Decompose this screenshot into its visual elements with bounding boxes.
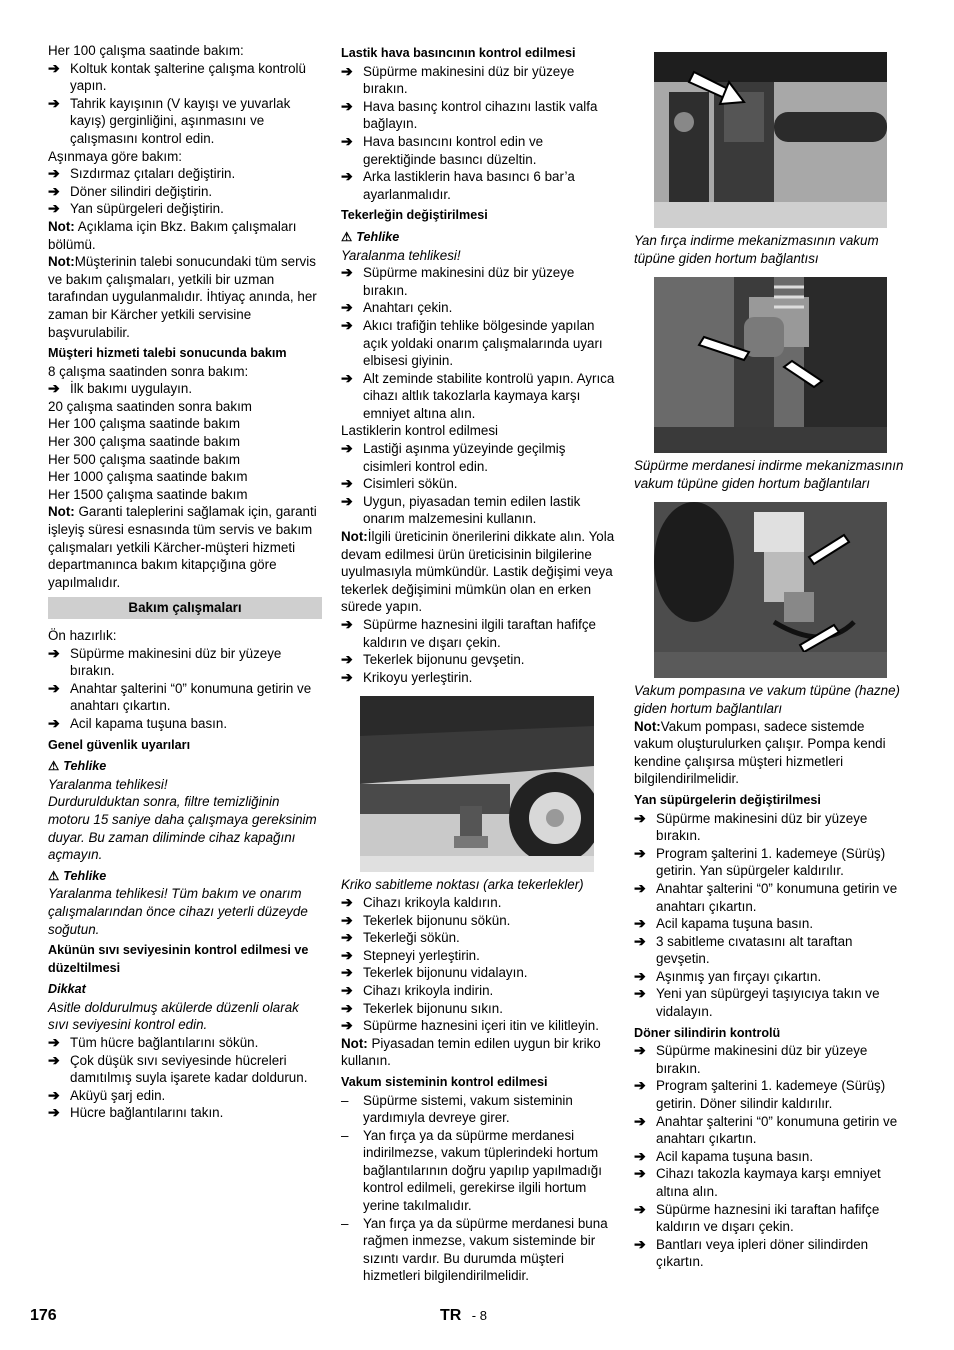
arrow-right-icon: ➔ (341, 264, 353, 281)
page-footer-sep: - 8 (471, 1308, 487, 1323)
arrow-right-icon: ➔ (341, 964, 353, 981)
list-item-text: İlk bakımı uygulayın. (70, 381, 193, 397)
list-item-text: 3 sabitleme cıvatasını alt taraftan gevşetin. (656, 933, 853, 967)
note-label: Not: (48, 254, 75, 270)
text-line: Her 1000 çalışma saatinde bakım (48, 469, 248, 485)
section-heading: Yan süpürgelerin değiştirilmesi (634, 792, 821, 807)
section-heading: Müşteri hizmeti talebi sonucunda bakım (48, 346, 287, 361)
sweeping-roller-hose-photo (654, 277, 887, 453)
arrow-right-icon: ➔ (634, 1235, 646, 1252)
figure-caption: Süpürme merdanesi indirme mekanizmasının vakum tüpüne giden hortum bağlantıları (634, 458, 904, 491)
list-item-text: Anahtarı çekin. (363, 300, 453, 316)
text-line: Her 1500 çalışma saatinde bakım (48, 486, 248, 502)
vacuum-pump-hose-photo (654, 502, 887, 678)
arrow-right-icon: ➔ (634, 967, 646, 984)
list-item (341, 63, 615, 98)
list-item (341, 947, 615, 965)
note-text: Garanti taleplerini sağlamak için, garanti işleyiş süresi esnasında tüm servis ve bakım çalışmaları yetkili Kärcher-müşteri hizmeti departmanınca bakım kitapçığına göre yapılmalıdır. (48, 504, 317, 590)
column-3 (634, 42, 906, 1271)
list-item-text: Tekerlek bijonunu sökün. (363, 912, 511, 928)
list-item (634, 1042, 906, 1077)
arrow-right-icon: ➔ (341, 651, 353, 668)
list-item-text: Stepneyi yerleştirin. (363, 947, 480, 963)
arrow-right-icon: ➔ (341, 316, 353, 333)
list-item (48, 680, 322, 715)
list-item-text: Tahrik kayışının (V kayışı ve yuvarlak kayış) gerginliğini, aşınmasını ve çalışmasını kontrol edin. (70, 95, 291, 146)
language-code: TR (440, 1307, 462, 1324)
section-title-bar: Bakım çalışmaları (48, 597, 322, 619)
list-item (341, 168, 615, 203)
arrow-right-icon: ➔ (48, 182, 60, 199)
section-heading: Vakum sisteminin kontrol edilmesi (341, 1074, 548, 1089)
list-item-text: Süpürme haznesini içeri itin ve kilitleyin. (363, 1018, 599, 1034)
text-line: Her 300 çalışma saatinde bakım (48, 434, 241, 450)
arrow-right-icon: ➔ (48, 380, 60, 397)
list-item-text: Tüm hücre bağlantılarını sökün. (70, 1035, 259, 1051)
list-item-text: Acil kapama tuşuna basın. (656, 1148, 814, 1164)
note (341, 1035, 615, 1070)
arrow-right-icon: ➔ (341, 369, 353, 386)
list-item-text: Alt zeminde stabilite kontrolü yapın. Ayrıca cihazı altlık takozlarla kaymaya karşı emniyet altına alın. (363, 370, 615, 421)
list-item-text: Yan süpürgeleri değiştirin. (70, 201, 224, 217)
caution-text: Asitle doldurulmuş akülerde düzenli olarak sıvı seviyesini kontrol edin. (48, 999, 299, 1033)
warning-heading (341, 229, 615, 247)
list-item-text: Cihazı takozla kaymaya karşı emniyet altına alın. (656, 1166, 881, 1199)
warning-triangle-icon: ⚠ (48, 759, 60, 774)
note-text: İlgili üreticinin önerilerini dikkate alın. Yola devam edilmesi ürün üreticisinin bilgilerine uyulmasıyla mümkündür. Lastik değişimi veya tekerlek değişimini mümkün olan en erken sürede yapın. (341, 529, 615, 615)
arrow-right-icon: ➔ (341, 492, 353, 509)
list-item-text: Lastiği aşınma yüzeyinde geçilmiş cisimleri kontrol edin. (363, 441, 566, 474)
list-item (48, 1087, 322, 1105)
list-item (341, 1127, 615, 1215)
arrow-right-icon: ➔ (341, 999, 353, 1016)
list-item (634, 1201, 906, 1236)
list-item-text: Yan fırça ya da süpürme merdanesi indirilmezse, vakum tüplerindeki hortum bağlantılarının doğru yapılıp yapılmadığı kontrol edilmeli, gerekirse ilgili hortum yerine takılmalıdır. (363, 1127, 602, 1214)
arrow-right-icon: ➔ (634, 1147, 646, 1164)
warning-label: Tehlike (63, 868, 107, 883)
warning-text: Yaralanma tehlikesi! (341, 247, 461, 263)
warning-triangle-icon: ⚠ (48, 868, 60, 883)
list-item (341, 98, 615, 133)
figure-caption: Vakum pompasına ve vakum tüpüne (hazne) giden hortum bağlantıları (634, 683, 900, 716)
list-item (341, 475, 615, 493)
list-item (341, 964, 615, 982)
list-item (341, 133, 615, 168)
arrow-right-icon: ➔ (48, 1034, 60, 1051)
arrow-right-icon: ➔ (341, 668, 353, 685)
arrow-right-icon: ➔ (341, 440, 353, 457)
list-item-text: Bantları veya ipleri döner silindirden çıkartın. (656, 1236, 869, 1270)
list-item-text: Tekerleği sökün. (363, 930, 460, 946)
list-item (634, 810, 906, 845)
list-item-text: Acil kapama tuşuna basın. (656, 916, 814, 932)
warning-text: Yaralanma tehlikesi! Tüm bakım ve onarım çalışmalarından önce cihazı yeterli düzeyde soğutun. (48, 886, 308, 937)
note-label: Not: (341, 529, 368, 545)
arrow-right-icon: ➔ (341, 62, 353, 79)
list-item-text: Döner silindiri değiştirin. (70, 183, 213, 199)
list-item (634, 1113, 906, 1148)
arrow-right-icon: ➔ (341, 911, 353, 928)
list-item (48, 183, 322, 201)
list-item (634, 968, 906, 986)
warning-heading (48, 758, 322, 776)
list-item (48, 380, 322, 398)
list-item-text: Program şalterini 1. kademeye (Sürüş) getirin. Yan süpürgeler kaldırılır. (656, 845, 886, 879)
warning-label: Tehlike (63, 759, 107, 774)
arrow-right-icon: ➔ (48, 165, 60, 182)
list-item-text: Aşınmış yan fırçayı çıkartın. (656, 968, 822, 984)
list-item (341, 616, 615, 651)
note-label: Not: (341, 1035, 368, 1051)
section-heading: Genel güvenlik uyarıları (48, 737, 191, 752)
list-item (341, 1215, 615, 1285)
list-item (341, 669, 615, 687)
list-item-text: Hava basınç kontrol cihazını lastik valfa bağlayın. (363, 98, 598, 132)
jack-point-photo (360, 696, 594, 872)
figure-caption: Kriko sabitleme noktası (arka tekerlekler) (341, 877, 584, 893)
warning-text: Yaralanma tehlikesi! Durdurulduktan sonra, filtre temizliğinin motoru 15 saniye daha çalışmaya gereksinim duyar. Bu zaman diliminde cihaz kapağını açmayın. (48, 776, 317, 863)
column-2 (341, 42, 615, 1285)
list-item-text: Acil kapama tuşuna basın. (70, 715, 228, 731)
list-item (341, 1092, 615, 1127)
list-item-text: Cihazı krikoyla kaldırın. (363, 894, 502, 910)
list-item (341, 317, 615, 370)
text-line: Aşınmaya göre bakım: (48, 148, 182, 164)
arrow-right-icon: ➔ (48, 94, 60, 111)
list-item-text: Süpürme makinesini düz bir yüzeye bırakın. (70, 645, 282, 679)
list-item-text: Süpürme makinesini düz bir yüzeye bırakın. (656, 1043, 868, 1076)
side-brush-hose-illustration (654, 52, 887, 228)
arrow-right-icon: ➔ (634, 985, 646, 1002)
caution-heading: Dikkat (48, 982, 86, 997)
vacuum-pump-hose-illustration (654, 502, 887, 678)
list-item-text: Yan fırça ya da süpürme merdanesi buna rağmen inmezse, vakum sisteminde bir sızıntı vardır. Bu durumda müşteri hizmetleri bilgilendirilmelidir. (363, 1215, 608, 1284)
text-line: Lastiklerin kontrol edilmesi (341, 423, 499, 439)
list-item-text: Hava basıncını kontrol edin ve gerektiğinde basıncı düzeltin. (363, 133, 544, 167)
list-item-text: Krikoyu yerleştirin. (363, 669, 473, 685)
list-item-text: Arka lastiklerin hava basıncı 6 bar’a ayarlanmalıdır. (363, 169, 575, 202)
list-item-text: Program şalterini 1. kademeye (Sürüş) getirin. Döner silindir kaldırılır. (656, 1078, 886, 1112)
warning-heading (48, 868, 322, 886)
arrow-right-icon: ➔ (48, 714, 60, 731)
side-brush-hose-photo (654, 52, 887, 228)
list-item-text: Süpürme makinesini düz bir yüzeye bırakın. (363, 265, 575, 298)
arrow-right-icon: ➔ (341, 929, 353, 946)
arrow-right-icon: ➔ (341, 893, 353, 910)
list-item-text: Cisimleri sökün. (363, 476, 458, 492)
list-item (341, 912, 615, 930)
arrow-right-icon: ➔ (341, 132, 353, 149)
note (48, 218, 322, 253)
column-1 (48, 42, 322, 1122)
list-item-text: Sızdırmaz çıtaları değiştirin. (70, 166, 236, 182)
list-item-text: Tekerlek bijonunu sıkın. (363, 1000, 503, 1016)
list-item-text: Süpürme makinesini düz bir yüzeye bırakın. (363, 63, 575, 97)
list-item-text: Cihazı krikoyla indirin. (363, 982, 494, 998)
list-item (341, 982, 615, 1000)
list-item (48, 645, 322, 680)
list-item (341, 370, 615, 423)
arrow-right-icon: ➔ (634, 844, 646, 861)
list-item (341, 1017, 615, 1035)
note (48, 503, 322, 591)
list-item-text: Süpürme haznesini iki taraftan hafifçe kaldırın ve dışarı çekin. (656, 1201, 880, 1235)
arrow-right-icon: ➔ (341, 97, 353, 114)
list-item (48, 95, 322, 148)
list-item (634, 933, 906, 968)
list-item (634, 1236, 906, 1271)
arrow-right-icon: ➔ (341, 946, 353, 963)
text-line: 8 çalışma saatinden sonra bakım: (48, 363, 249, 379)
list-item (634, 1148, 906, 1166)
list-item-text: Süpürme makinesini düz bir yüzeye bırakın. (656, 810, 868, 844)
list-item (634, 1077, 906, 1112)
list-item-text: Çok düşük sıvı seviyesinde hücreleri damıtılmış suyla işarete kadar doldurun. (70, 1052, 308, 1086)
arrow-right-icon: ➔ (341, 1017, 353, 1034)
list-item (48, 1052, 322, 1087)
section-heading: Tekerleğin değiştirilmesi (341, 208, 488, 223)
list-item (341, 493, 615, 528)
text-line: 20 çalışma saatinden sonra bakım (48, 398, 252, 414)
arrow-right-icon: ➔ (634, 1112, 646, 1129)
list-item (341, 440, 615, 475)
arrow-right-icon: ➔ (634, 932, 646, 949)
jack-point-illustration (360, 696, 594, 872)
arrow-right-icon: ➔ (48, 1051, 60, 1068)
arrow-right-icon: ➔ (48, 1104, 60, 1121)
list-item-text: Tekerlek bijonunu gevşetin. (363, 652, 525, 668)
list-item-text: Anahtar şalterini “0” konumuna getirin ve anahtarı çıkartın. (656, 1113, 898, 1147)
arrow-right-icon: ➔ (634, 1042, 646, 1059)
list-item (634, 880, 906, 915)
list-item-text: Anahtar şalterini “0” konumuna getirin ve anahtarı çıkartın. (656, 880, 898, 914)
arrow-right-icon: ➔ (634, 1077, 646, 1094)
list-item-text: Yeni yan süpürgeyi taşıyıcıya takın ve vidalayın. (656, 986, 880, 1020)
note (341, 528, 615, 616)
dash-bullet: – (341, 1215, 349, 1231)
arrow-right-icon: ➔ (341, 475, 353, 492)
list-item (48, 1104, 322, 1122)
section-heading: Lastik hava basıncının kontrol edilmesi (341, 46, 576, 60)
page-footer-label (440, 1307, 487, 1325)
list-item (48, 1034, 322, 1052)
list-item (341, 894, 615, 912)
arrow-right-icon: ➔ (48, 644, 60, 661)
note-text: Müşterinin talebi sonucundaki tüm servis ve bakım çalışmaları, yetkili bir uzman tarafından uygulanmalıdır. İhtiyaç anında, her zaman bir Kärcher yetkili servisine başvurulabilir. (48, 254, 317, 340)
list-item (634, 845, 906, 880)
list-item-text: Koltuk kontak şalterine çalışma kontrolü yapın. (70, 60, 306, 94)
arrow-right-icon: ➔ (341, 168, 353, 185)
dash-bullet: – (341, 1127, 349, 1143)
list-item (341, 299, 615, 317)
list-item (48, 165, 322, 183)
sweeping-roller-hose-illustration (654, 277, 887, 453)
section-heading: Döner silindirin kontrolü (634, 1025, 781, 1040)
note-label: Not: (48, 504, 75, 520)
note-label: Not: (48, 218, 75, 234)
arrow-right-icon: ➔ (48, 679, 60, 696)
warning-triangle-icon: ⚠ (341, 229, 353, 244)
note-label: Not: (634, 718, 661, 734)
list-item (634, 915, 906, 933)
list-item (341, 1000, 615, 1018)
arrow-right-icon: ➔ (341, 299, 353, 316)
text-line: Her 500 çalışma saatinde bakım (48, 451, 241, 467)
text-line: Ön hazırlık: (48, 628, 117, 643)
arrow-right-icon: ➔ (48, 1086, 60, 1103)
section-heading: Akünün sıvı seviyesinin kontrol edilmesi ve düzeltilmesi (48, 943, 309, 975)
list-item (634, 1165, 906, 1200)
list-item (341, 929, 615, 947)
list-item-text: Süpürme sistemi, vakum sisteminin yardımıyla devreye girer. (363, 1092, 573, 1126)
list-item (634, 985, 906, 1020)
arrow-right-icon: ➔ (48, 200, 60, 217)
note-text: Piyasadan temin edilen uygun bir kriko kullanın. (341, 1035, 601, 1069)
arrow-right-icon: ➔ (634, 915, 646, 932)
list-item-text: Hücre bağlantılarını takın. (70, 1105, 224, 1121)
figure-caption: Yan fırça indirme mekanizmasının vakum tüpüne giden hortum bağlantısı (634, 233, 879, 266)
arrow-right-icon: ➔ (634, 809, 646, 826)
note-text: Vakum pompası, sadece sistemde vakum oluşturulurken çalışır. Pompa kendi kendine çalışırsa müşteri hizmetleri bilgilendirilmelidir. (634, 718, 886, 787)
list-item-text: Tekerlek bijonunu vidalayın. (363, 965, 528, 981)
note (48, 253, 322, 341)
page-number: 176 (30, 1307, 57, 1324)
arrow-right-icon: ➔ (48, 59, 60, 76)
dash-bullet: – (341, 1092, 349, 1108)
list-item-text: Aküyü şarj edin. (70, 1087, 166, 1103)
list-item-text: Akıcı trafiğin tehlike bölgesinde yapılan açık yoldaki onarım çalışmalarında uyarı elbisesi giyinin. (363, 317, 603, 369)
text-line: Her 100 çalışma saatinde bakım (48, 416, 241, 432)
arrow-right-icon: ➔ (634, 879, 646, 896)
list-item (48, 715, 322, 733)
note (634, 718, 906, 788)
warning-label: Tehlike (356, 229, 400, 244)
arrow-right-icon: ➔ (634, 1200, 646, 1217)
arrow-right-icon: ➔ (341, 616, 353, 632)
note-text: Açıklama için Bkz. Bakım çalışmaları bölümü. (48, 218, 297, 252)
list-item-text: Anahtar şalterini “0” konumuna getirin ve anahtarı çıkartın. (70, 680, 312, 714)
text-line: Her 100 çalışma saatinde bakım: (48, 43, 244, 58)
list-item-text: Süpürme haznesini ilgili taraftan hafifçe kaldırın ve dışarı çekin. (363, 617, 596, 650)
list-item-text: Uygun, piyasadan temin edilen lastik onarım malzemesini kullanın. (363, 493, 581, 527)
list-item (48, 60, 322, 95)
list-item (48, 200, 322, 218)
arrow-right-icon: ➔ (341, 981, 353, 998)
list-item (341, 264, 615, 299)
list-item (341, 651, 615, 669)
arrow-right-icon: ➔ (634, 1165, 646, 1182)
